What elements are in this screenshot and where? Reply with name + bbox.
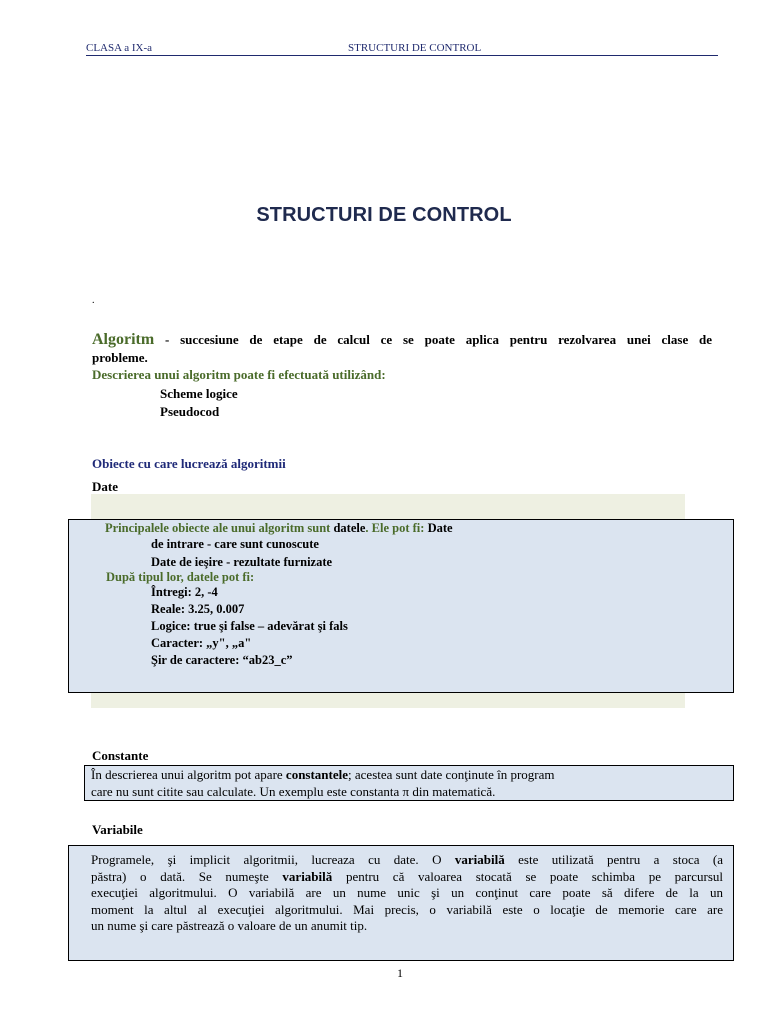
type-list — [151, 584, 348, 669]
date-box-intro — [105, 520, 453, 537]
variabile-line-2 — [91, 869, 723, 886]
page-title: STRUCTURI DE CONTROL — [256, 204, 512, 226]
constante-box — [84, 765, 734, 801]
variabile-l1-a: Programele, şi implicit algoritmii, lucreaza cu date. O — [91, 852, 442, 867]
variabile-l1-b: este utilizată pentru a stoca (a — [518, 852, 724, 867]
method-list — [160, 385, 238, 421]
date-box — [68, 519, 734, 693]
variabile-line-4: moment la altul al execuţiei algoritmului. Mai precis, o variabilă este o locaţie de memorie care are — [91, 901, 723, 917]
variabile-l2-bold: variabilă — [282, 868, 333, 884]
constante-text-a: În descrierea unui algoritm pot apare — [91, 767, 283, 782]
constante-bold: constantele — [285, 767, 349, 782]
constante-line-1 — [91, 766, 555, 783]
stray-dot: . — [92, 295, 95, 306]
variabile-line-3: execuţiei algoritmului. O variabilă are un nume unic şi un conţinut care poate să difere de la un — [91, 885, 723, 900]
input-line: de intrare - care sunt cunoscute — [151, 537, 319, 551]
intro-green-2: . Ele pot fi: — [365, 521, 425, 535]
variabile-line-5: un nume şi care păstrează o valoare de un anumit tip. — [91, 918, 368, 933]
header-rule — [86, 55, 718, 56]
type-item: Caracter: „y", „a" — [151, 636, 252, 650]
variabile-l1-bold: variabilă — [454, 852, 505, 867]
header-center: STRUCTURI DE CONTROL — [348, 42, 482, 54]
type-item: Logice: true şi false – adevărat şi fals — [151, 619, 348, 633]
page-number: 1 — [397, 966, 403, 980]
variabile-text — [91, 852, 723, 935]
intro-green: Principalele obiecte ale unui algoritm sunt — [105, 521, 331, 535]
constante-line-2: care nu sunt citite sau calculate. Un exemplu este constanta π din matematică. — [91, 784, 496, 799]
objects-heading: Obiecte cu care lucrează algoritmii — [92, 456, 286, 471]
type-item: Întregi: 2, -4 — [151, 585, 218, 599]
algoritm-def-1: - succesiune de etape de calcul ce se poate aplica pentru rezolvarea unei clase de — [165, 332, 713, 347]
date-heading: Date — [92, 479, 118, 494]
algoritm-term: Algoritm — [92, 331, 155, 348]
method-item: Pseudocod — [160, 404, 220, 419]
variabile-l2-a: păstra) o dată. Se numeşte — [91, 868, 269, 884]
variabile-heading: Variabile — [92, 822, 143, 837]
variabile-box — [68, 845, 734, 961]
method-item: Scheme logice — [160, 386, 238, 401]
type-item: Şir de caractere: “ab23_c” — [151, 653, 293, 667]
type-intro: După tipul lor, datele pot fi: — [106, 570, 255, 584]
algoritm-def-2: probleme. — [92, 350, 148, 365]
output-line: Date de ieşire - rezultate furnizate — [151, 555, 333, 569]
description-intro: Descrierea unui algoritm poate fi efectuată utilizând: — [92, 367, 386, 382]
intro-bold: datele — [333, 521, 366, 535]
algoritm-definition — [92, 330, 712, 384]
header-left: CLASA a IX-a — [86, 42, 152, 54]
variabile-line-1 — [91, 852, 723, 869]
constante-heading: Constante — [92, 748, 149, 763]
constante-text-b: ; acestea sunt date conţinute în program — [348, 767, 555, 782]
type-item: Reale: 3.25, 0.007 — [151, 602, 245, 616]
intro-black: Date — [427, 521, 453, 535]
variabile-l2-b: pentru că valoarea stocată se poate schimba pe parcursul — [345, 868, 724, 884]
